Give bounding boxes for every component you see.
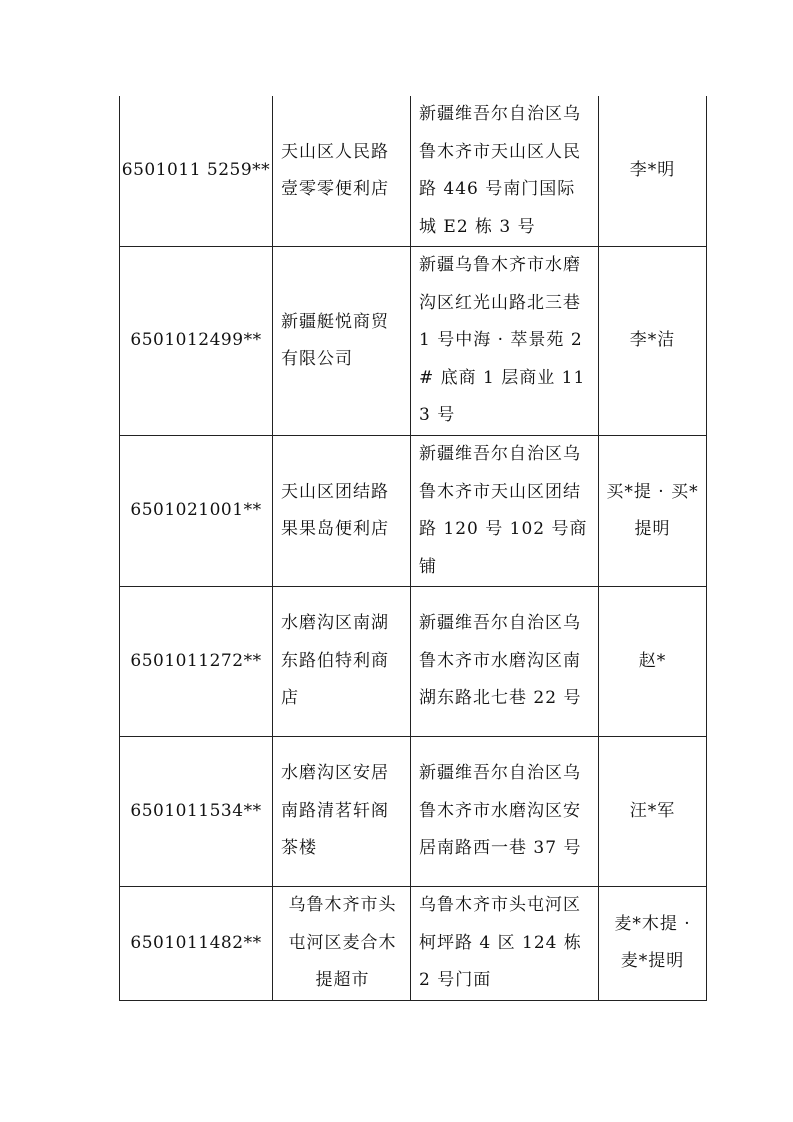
store-address: 新疆维吾尔自治区乌鲁木齐市天山区人民路 446 号南门国际城 E2 栋 3 号 — [411, 96, 599, 247]
responsible-person: 赵* — [599, 587, 707, 737]
store-name: 天山区团结路果果岛便利店 — [273, 436, 411, 587]
store-address: 新疆维吾尔自治区乌鲁木齐市水磨沟区南湖东路北七巷 22 号 — [411, 587, 599, 737]
license-code: 6501011 5259** — [120, 96, 273, 247]
responsible-person: 买*提 · 买*提明 — [599, 436, 707, 587]
license-code: 6501012499** — [120, 247, 273, 436]
responsible-person: 李*明 — [599, 96, 707, 247]
table-row — [120, 436, 707, 587]
license-code: 6501021001** — [120, 436, 273, 587]
store-name: 水磨沟区南湖东路伯特利商店 — [273, 587, 411, 737]
store-address: 新疆维吾尔自治区乌鲁木齐市水磨沟区安居南路西一巷 37 号 — [411, 737, 599, 887]
table-row — [120, 247, 707, 436]
license-table — [119, 96, 707, 1001]
license-code: 6501011534** — [120, 737, 273, 887]
store-name: 天山区人民路壹零零便利店 — [273, 96, 411, 247]
store-name: 乌鲁木齐市头屯河区麦合木提超市 — [273, 887, 411, 1001]
store-address: 新疆乌鲁木齐市水磨沟区红光山路北三巷 1 号中海 · 萃景苑 2 # 底商 1 层商业 113 号 — [411, 247, 599, 436]
store-address: 乌鲁木齐市头屯河区柯坪路 4 区 124 栋 2 号门面 — [411, 887, 599, 1001]
license-code: 6501011482** — [120, 887, 273, 1001]
table-row — [120, 96, 707, 247]
table-row — [120, 887, 707, 1001]
store-name: 水磨沟区安居南路清茗轩阁茶楼 — [273, 737, 411, 887]
license-code: 6501011272** — [120, 587, 273, 737]
responsible-person: 麦*木提 · 麦*提明 — [599, 887, 707, 1001]
store-address: 新疆维吾尔自治区乌鲁木齐市天山区团结路 120 号 102 号商铺 — [411, 436, 599, 587]
store-name: 新疆艇悦商贸有限公司 — [273, 247, 411, 436]
table-row — [120, 587, 707, 737]
responsible-person: 李*洁 — [599, 247, 707, 436]
table-row — [120, 737, 707, 887]
responsible-person: 汪*军 — [599, 737, 707, 887]
